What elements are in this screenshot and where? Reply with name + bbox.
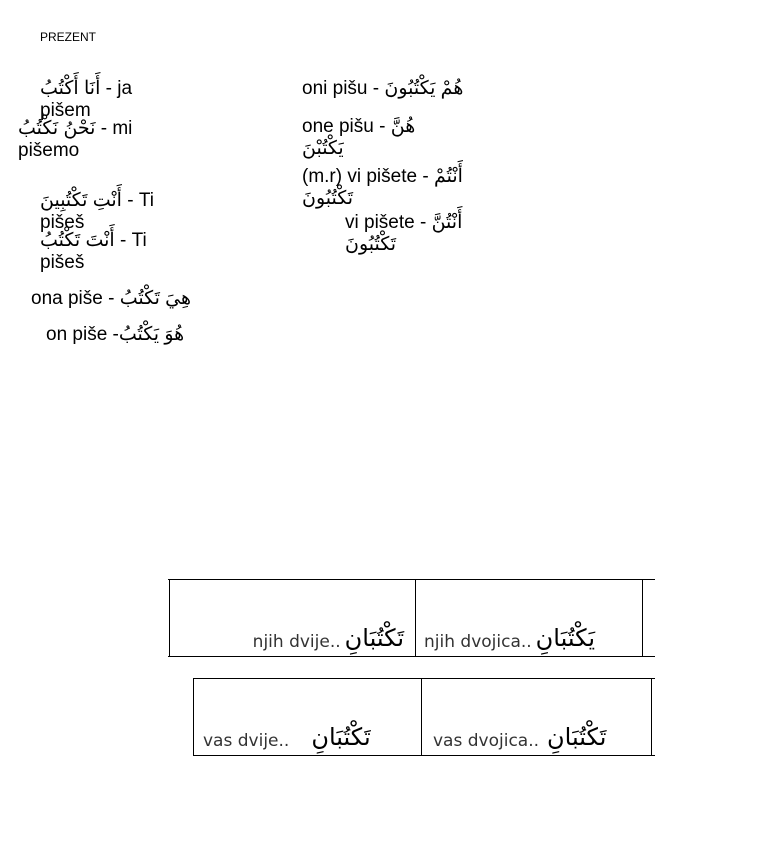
cell-label: vas dvije..	[203, 731, 290, 751]
conjugation-one: one pišu - هُنَّ يَكْتُبْنَ	[302, 116, 416, 159]
cell-arabic: تَكْتُبَانِ	[547, 723, 607, 751]
conjugation-vi-m: (m.r) vi pišete - أَنْتُمْ تَكْتُبُونَ	[302, 166, 463, 209]
page-title: PREZENT	[40, 30, 97, 44]
cell-arabic: يَكْتُبَانِ	[535, 624, 596, 652]
conjugation-mi: نَحْنُ نَكْتُبُ - mi pišemo	[18, 118, 133, 161]
dual-you-table	[193, 678, 655, 756]
conjugation-on: on piše -هُوَ يَكْتُبُ	[46, 324, 185, 345]
table-divider	[421, 679, 422, 755]
conjugation-ti-m: أَنْتَ تَكْتُبُ - Ti pišeš	[40, 230, 147, 273]
dual-you-cell-feminine	[203, 679, 408, 755]
cell-label: njih dvije..	[252, 632, 341, 652]
dual-them-cell-masculine	[424, 580, 644, 656]
dual-you-cell-masculine	[433, 679, 643, 755]
table-divider	[642, 580, 643, 656]
table-divider	[415, 580, 416, 656]
cell-label: njih dvojica..	[424, 632, 532, 652]
dual-them-cell-feminine	[178, 580, 414, 656]
conjugation-ja: أَنَا أَكْتُبُ - ja pišem	[40, 78, 133, 121]
conjugation-ona: ona piše - هِيَ تَكْتُبُ	[31, 288, 192, 309]
cell-label: vas dvojica..	[433, 731, 540, 751]
dual-them-table	[168, 579, 655, 657]
table-divider	[193, 679, 194, 755]
cell-arabic: تَكْتُبَانِ	[311, 723, 371, 751]
conjugation-oni: oni pišu - هُمْ يَكْتُبُونَ	[302, 78, 464, 99]
conjugation-ti-f: أَنْتِ تَكْتُبِينَ - Ti pišeš	[40, 190, 154, 233]
table-divider	[651, 679, 652, 755]
table-divider	[169, 580, 170, 656]
conjugation-vi-f: vi pišete - أَنْتُنَّ تَكْتُبُونَ	[345, 212, 463, 255]
cell-arabic: تَكْتُبَانِ	[344, 624, 404, 652]
